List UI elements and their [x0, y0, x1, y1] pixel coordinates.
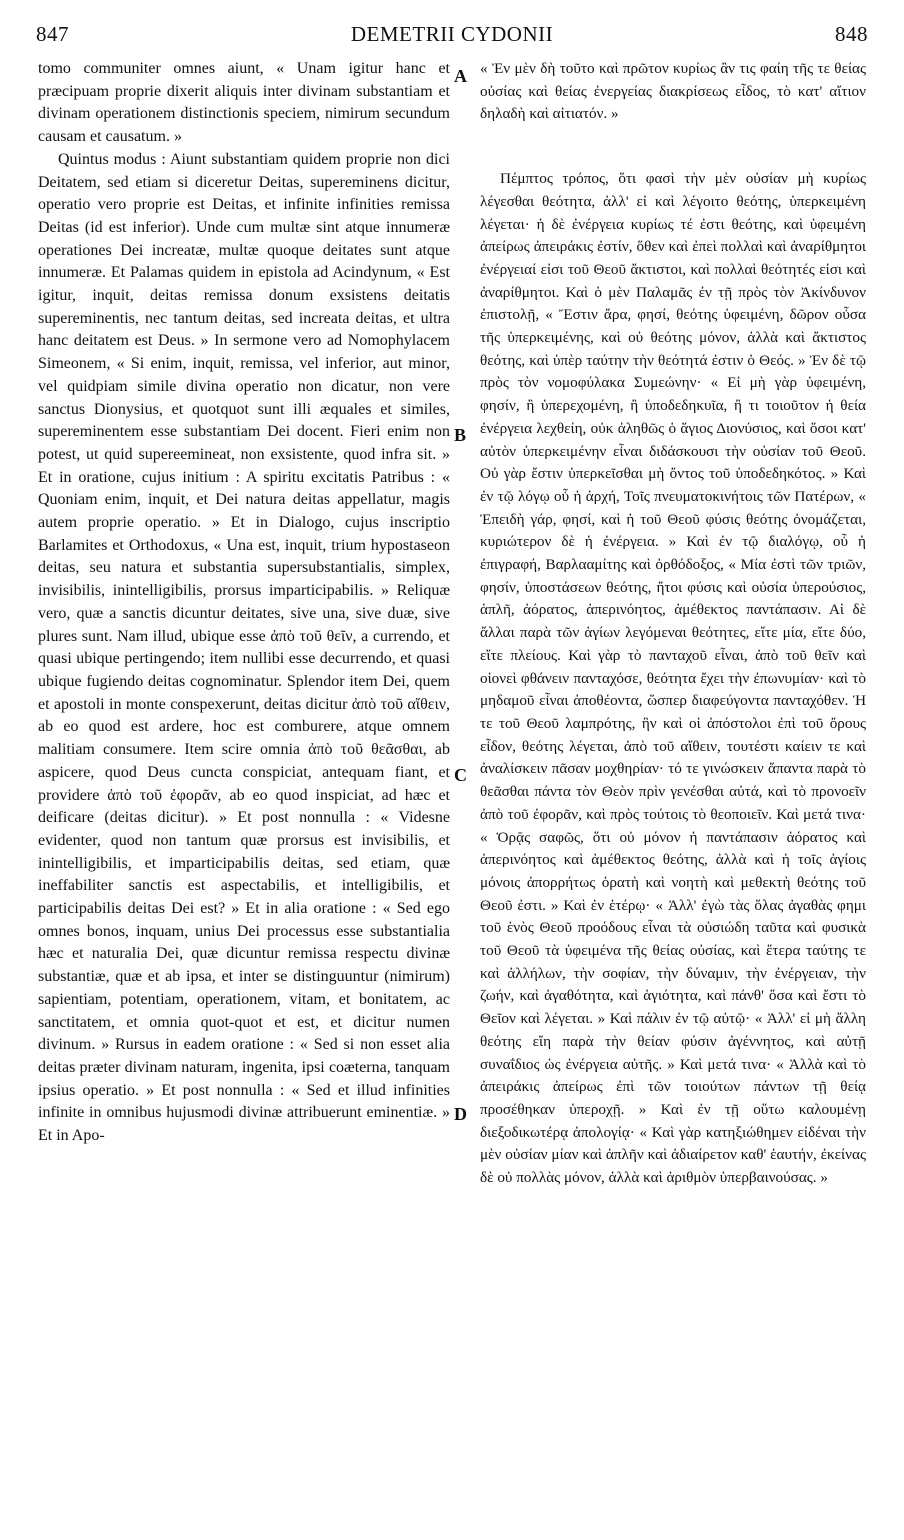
- section-marker-b: B: [454, 425, 467, 445]
- page-number-right: 848: [835, 22, 868, 46]
- section-marker-d: D: [454, 1104, 467, 1124]
- section-marker-a: A: [454, 66, 467, 86]
- page-number-left: 847: [36, 22, 69, 46]
- latin-paragraph: tomo communiter omnes aiunt, « Unam igitur hanc et præcipuam proprie dixerit aliquis inter divinam substantiam et divinam operationem distinctionis speciem, nimirum secundum causam et causatum. »: [38, 60, 450, 146]
- latin-paragraph: Quintus modus : Aiunt substantiam quidem proprie non dici Deitatem, sed etiam si diceretur Deitas, supereminens dicitur, operatio vero proprie est Deitas, et infinite infinities remissa Deitas (id est inferior). Unde cum multæ sint atque innumeræ operationes Dei increatæ, multæ quoque deitates sunt atque innumeræ. Et Palamas quidem in epistola ad Acindynum, « Est igitur, inquit, deitas remissa donum exsistens deitatis supereminentis, nec tantum deitas, sed increata deitas, et ultra hanc deitatem est Deus. » In sermone vero ad Nomophylacem Simeonem, « Si enim, inquit, remissa, vel inferior, aut minor, vel quidpiam simile divina operatio non dicatur, non vere sanctus Dionysius, et quotquot sunt illi æquales et similes, supereminentem esse substantiam Dei docent. Fieri enim non potest, ut quid supereemineat, non exsistente, quod infra sit. » Et in oratione, cujus initium : A spiritu excitatis Patribus : « Quoniam enim, inquit, et Dei natura deitas appellatur, magis autem proprie operatio. » Et in Dialogo, cujus inscriptio Barlamites et Orthodoxus, « Una est, inquit, trium hypostaseon deitas, seu natura et substantia supersubstantialis, simplex, invisibilis, inintelligibilis, prorsus imparticipabilis. » Reliquæ vero, quæ a sanctis dicuntur deitates, sive una, sive duæ, sive plures sunt. Nam illud, ubique esse ἀπὸ τοῦ θεῖν, a currendo, et quasi ubique pertingendo; item nullibi esse decurrendo, et quasi ubique fugiendo deitas cognominatur. Splendor item Dei, quem et apostoli in monte conspexerunt, deitas dicitur ἀπὸ τοῦ αἴθειν, ab eo quod est ardere, hoc est comburere, atque omnem malitiam consumere. Item scire omnia ἀπὸ τοῦ θεᾶσθαι, ab aspicere, quod Deus cuncta conspiciat, antequam fiant, et providere ἀπὸ τοῦ ἐφορᾶν, ab eo quod inspiciat, ad hæc et deificare (deitas dicitur). » Et post nonnulla : « Videsne evidenter, quod non tantum quæ prorsus est invisibilis, et inintelligibilis, et imparticipabilis deitas, sed etiam, quæ ineffabiliter sanctis est aspectabilis, et intelligibilis, et participabilis deitas Dei est? » Et in alia oratione : « Sed ego omnes bonos, inquam, unius Dei processus esse substantialia hæc et naturalia Dei, quæ dicuntur remissa respectu divinæ substantiæ, quæ et ab ipsa, et inter se distinguuntur (nimirum) sapientiam, potentiam, operationem, vitam, et bonitatem, ac sanctitatem, et omnia quot-quot et est, et dicitur numen divinum. » Rursus in eadem oratione : « Sed si non esset alia deitas præter divinam naturam, ingenita, ipsi coæterna, tanquam ipsius operatio. » Et post nonnulla : « Sed et illud infinities infinite in omnibus hujusmodi divinæ attribuerunt eminentiæ. » Et in Apo-: [38, 150, 450, 1145]
- greek-paragraph: « Ἐν μὲν δὴ τοῦτο καὶ πρῶτον κυρίως ἂν τις φαίη τῆς τε θείας οὐσίας καὶ θείας ἐνεργείας διακρίσεως εἶδος, τὸ κατ' αἴτιον δηλαδὴ καὶ αἰτιατόν. »: [480, 60, 866, 123]
- running-header: [36, 10, 868, 46]
- section-marker-c: C: [454, 765, 467, 785]
- running-title: DEMETRII CYDONII: [350, 22, 554, 46]
- greek-column: [480, 58, 866, 1518]
- latin-column: [38, 58, 450, 1518]
- greek-paragraph: Πέμπτος τρόπος, ὅτι φασὶ τὴν μὲν οὐσίαν μὴ κυρίως λέγεσθαι θεότητα, ἀλλ' εἰ καὶ λέγοιτο θεότης, ὑπερκειμένη λέγεται· ἡ δὲ ἐνέργεια κυρίως τέ ἐστι θεότης, καὶ ὑφειμένη ἀπείρως ἀπειράκις ἐστίν, ὅθεν καὶ ἐπεὶ πολλαὶ καὶ ἀναρίθμητοι ἐνέργειαί εἰσι τοῦ Θεοῦ ἄκτιστοι, καὶ πολλαὶ θεότητές εἰσι καὶ ἀναρίθμητοι. Καὶ ὁ μὲν Παλαμᾶς ἐν τῇ πρὸς τὸν Ἀκίνδυνον ἐπιστολῇ, « Ἔστιν ἄρα, φησί, θεότης ὑφειμένη, δῶρον οὖσα τῆς ὑπερκειμένης, καὶ οὐ θεότης μόνον, ἀλλὰ καὶ ἄκτιστος θεότης, καὶ ὑπὲρ ταύτην τὴν θεότητά ἐστιν ὁ Θεός. » Ἐν δὲ τῷ πρὸς τὸν νομοφύλακα Συμεώνην· « Εἰ μὴ γὰρ ὑφειμένη, φησίν, ἢ ὑπερεχομένη, ἢ ὑποδεδηκυῖα, ἢ τι τοιοῦτον ἡ θεία ἐνέργεια λεχθείη, οὐκ ἀληθῶς ὁ ἅγιος Διονύσιος, καὶ ὅσοι κατ' αὐτὸν ὑπερκειμένην εἶναι διδάσκουσι τὴν οὐσίαν τοῦ Θεοῦ. Οὐ γὰρ ἔστιν ὑπερκεῖσθαι μὴ ὄντος τοῦ ὑποδεδηκότος. » Καὶ ἐν τῷ λόγῳ οὗ ἡ ἀρχή, Τοῖς πνευματοκινήτοις τῶν Πατέρων, « Ἐπειδὴ γάρ, φησί, καὶ ἡ τοῦ Θεοῦ φύσις θεότης ὀνομάζεται, κυριώτερον δὲ ἡ ἐνέργεια. » Καὶ ἐν τῷ διαλόγῳ, οὗ ἡ ἐπιγραφή, Βαρλααμίτης καὶ ὀρθόδοξος, « Μία ἐστὶ τῶν τριῶν, φησίν, ὑποστάσεων θεότης, ἤτοι φύσις καὶ οὐσία ὑπερούσιος, ἁπλῆ, ἀόρατος, ἀπερινόητος, ἀμέθεκτος παντάπασιν. Αἱ δὲ ἄλλαι παρὰ τῶν ἁγίων λεγόμεναι θεότητες, εἴτε μία, εἴτε δύο, εἴτε πλείους. Καὶ γὰρ τὸ πανταχοῦ εἶναι, ἀπὸ τοῦ θεῖν καὶ οἱονεὶ φθάνειν πανταχόσε, θεότητα ἔχει τὴν ἐπωνυμίαν· καὶ τὸ μηδαμοῦ εἶναι ἀποθέοντα, ὥσπερ διαφεύγοντα πανταχόθεν. Ἡ τε τοῦ Θεοῦ λαμπρότης, ἣν καὶ οἱ ἀπόστολοι ἐπὶ τοῦ ὄρους εἶδον, θεότης λέγεται, ἀπὸ τοῦ αἴθειν, τουτέστι καίειν τε καὶ ἀναλίσκειν πᾶσαν μοχθηρίαν· τό τε γινώσκειν ἅπαντα παρὰ τὸ θεᾶσθαι πάντα τὸν Θεὸν πρὶν γενέσθαι αὐτά, καὶ τὸ προνοεῖν ἀπὸ τοῦ ἐφορᾶν, καὶ πρὸς τούτοις τὸ θεοποιεῖν. Καὶ μετά τινα· « Ὁρᾷς σαφῶς, ὅτι οὐ μόνον ἡ παντάπασιν ἀόρατος καὶ ἀπερινόητος καὶ ἀμέθεκτος θεότης, ἀλλὰ καὶ ἡ τοῖς ἁγίοις μόνοις ἀπορρήτως ὁρατὴ καὶ νοητὴ καὶ μεθεκτὴ θεότης τοῦ Θεοῦ ἐστι. » Καὶ ἐν ἑτέρῳ· « Ἀλλ' ἐγὼ τὰς ὅλας ἀγαθὰς φημι τοῦ ἑνὸς Θεοῦ προόδους εἶναι τὰ οὐσιώδη ταῦτα καὶ φυσικὰ τοῦ Θεοῦ τὰ ὑφειμένα τῆς θείας οὐσίας, καὶ ἕτερα ταύτης τε καὶ ἀλλήλων, τὴν σοφίαν, τὴν δύναμιν, τὴν ἐνέργειαν, τὴν ζωήν, καὶ ἀγαθότητα, καὶ ἁγιότητα, καὶ πάνθ' ὅσα καὶ ἔστι τὸ Θεῖον καὶ λέγεται. » Καὶ πάλιν ἐν τῷ αὐτῷ· « Ἀλλ' εἰ μὴ ἄλλη θεότης εἴη παρὰ τὴν θείαν φύσιν ἀγέννητος, καὶ αὐτῇ συναΐδιος ὡς ἐνέργεια αὐτῆς. » Καὶ μετά τινα· « Ἀλλὰ καὶ τὸ ἀπειράκις ἀπείρως ἐπὶ τῶν τοιούτων πάντων τῇ θείᾳ προσέθηκαν ὑπεροχῇ. » Καὶ ἐν τῇ οὕτω καλουμένῃ διεξοδικωτέρᾳ ἀπολογίᾳ· « Καὶ γὰρ κατηξιώθημεν εἰδέναι τὴν μὲν οὐσίαν μίαν καὶ ἁπλῆν καὶ ἀδιαίρετον καθ' ἑαυτήν, ἐκείνας δὲ οὐ πολλὰς μόνον, ἀλλὰ καὶ ἀριθμὸν ὑπερβαινούσας. »: [480, 170, 866, 1187]
